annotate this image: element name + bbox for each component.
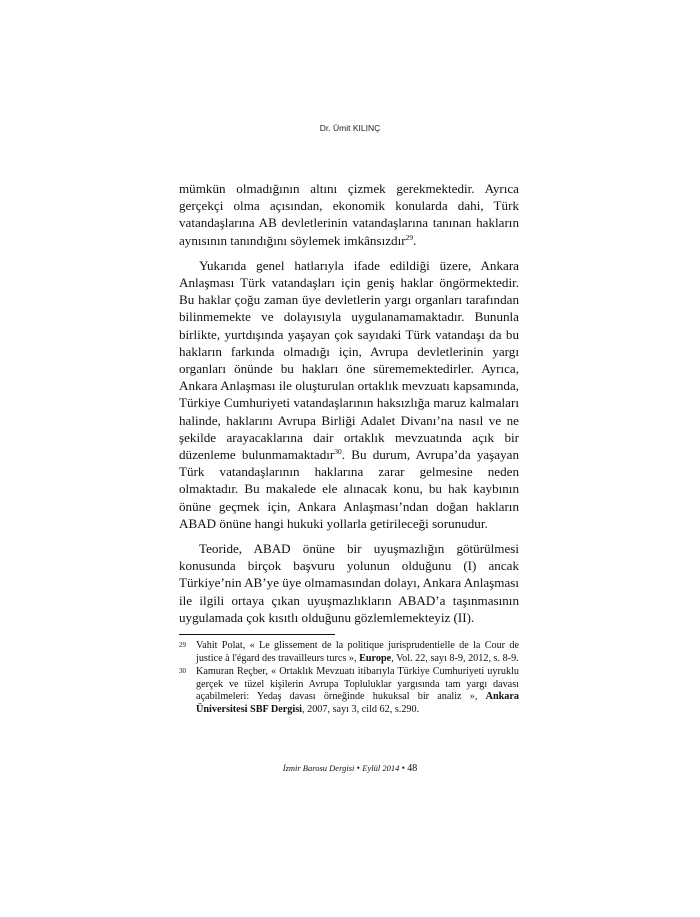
footnote-30-source: Ankara Üniversitesi SBF Dergisi <box>196 691 519 715</box>
footer-date: Eylül 2014 <box>362 763 400 773</box>
paragraph-3-text: Teoride, ABAD önüne bir uyuşmazlığın götürülmesi konusunda birçok başvuru yolunun olduğunu (I) ancak Türkiye’nin AB’ye üye olmamasından dolayı, Ankara Anlaşması ile ilgili ortaya çıkan uyuşmazlıkların ABAD’a taşınmasının uygulamada çok kısıtlı olduğunu gözlemlemekteyiz (II). <box>179 541 520 625</box>
footnotes <box>179 640 519 717</box>
footnote-ref-30[interactable]: 30 <box>334 447 342 457</box>
footnote-number: 30 <box>179 667 186 675</box>
footer-separator-2: • <box>401 763 405 773</box>
page-number: 48 <box>407 763 418 774</box>
main-body-text <box>179 180 519 634</box>
paragraph-1-tail: . <box>413 232 417 248</box>
paragraph-2-text-a: Yukarıda genel hatlarıyla ifade edildiği üzere, Ankara Anlaşması Türk vatandaşları için geniş haklar öngörmektedir. Bu haklar çoğu zaman üye devletlerin yargı organları tarafından bilinmemekte ve dolayısıyla uygulanamamaktadır. Bununla birlikte, yurtdışında yaşayan çok sayıdaki Türk vatandaşı da bu hakların farkında olmadığı için, Avrupa devletlerinin yargı organları önünde bu hakları öne sürememektedirler. Ayrıca, Ankara Anlaşması ile oluşturulan ortaklık mevzuatı kapsamında, Türkiye Cumhuriyeti vatandaşlarının haksızlığa maruz kalmaları halinde, haklarını Avrupa Birliği Adalet Divanı’na nasıl ve ne şekilde arayacaklarına dair ortaklık mevzuatında açık bir düzenleme bulunmamaktadır <box>179 257 519 463</box>
footnote-text <box>196 640 519 665</box>
paragraph-3 <box>179 540 519 626</box>
footnote-29-post: , Vol. 22, sayı 8-9, 2012, s. 8-9. <box>391 652 519 664</box>
footnote-29 <box>179 640 519 665</box>
paragraph-1 <box>179 180 519 249</box>
footnote-text <box>196 666 519 716</box>
footnote-29-source: Europe <box>359 652 392 664</box>
running-header <box>0 123 700 133</box>
footer-separator: • <box>356 763 360 773</box>
paragraph-2-text-b: . Bu durum, Avrupa’da yaşayan Türk vatandaşlarının haklarına zarar gelmesine neden olmaktadır. Bu makalede ele alınacak konu, bu hak kaybının önüne geçmek için, Ankara Anlaşması’ndan doğan hakların ABAD önüne hangi hukuki yollarla getirileceği sorunudur. <box>179 447 519 531</box>
footnote-29-pre: Vahit Polat, « Le glissement de la politique jurisprudentielle de la Cour de justice à l'égard des travailleurs turcs », <box>196 640 519 664</box>
footnote-30 <box>179 666 519 716</box>
header-author: Dr. Ümit KILINÇ <box>319 123 381 133</box>
footnote-divider <box>179 634 335 635</box>
paragraph-1-text: mümkün olmadığının altını çizmek gerekmektedir. Ayrıca gerçekçi olma açısından, ekonomik konularda dahi, Türk vatandaşlarına AB devletlerinin vatandaşlarına tanınan hakların aynısının tanındığını söylemek imkânsızdır <box>179 181 519 248</box>
footnote-number: 29 <box>179 641 186 649</box>
footer-publication: İzmir Barosu Dergisi <box>282 763 355 773</box>
footnote-30-post: , 2007, sayı 3, cild 62, s.290. <box>302 703 420 715</box>
page-footer <box>0 763 700 774</box>
footnote-30-pre: Kamuran Reçber, « Ortaklık Mevzuatı itibarıyla Türkiye Cumhuriyeti uyruklu gerçek ve tüzel kişilerin Avrupa Topluluklar yargısında tam yargı davası açabilmeleri: Yedaş davası örneğinde hukuksal bir analiz », <box>196 666 519 702</box>
paragraph-2 <box>179 257 519 532</box>
footnote-ref-29[interactable]: 29 <box>405 232 414 242</box>
